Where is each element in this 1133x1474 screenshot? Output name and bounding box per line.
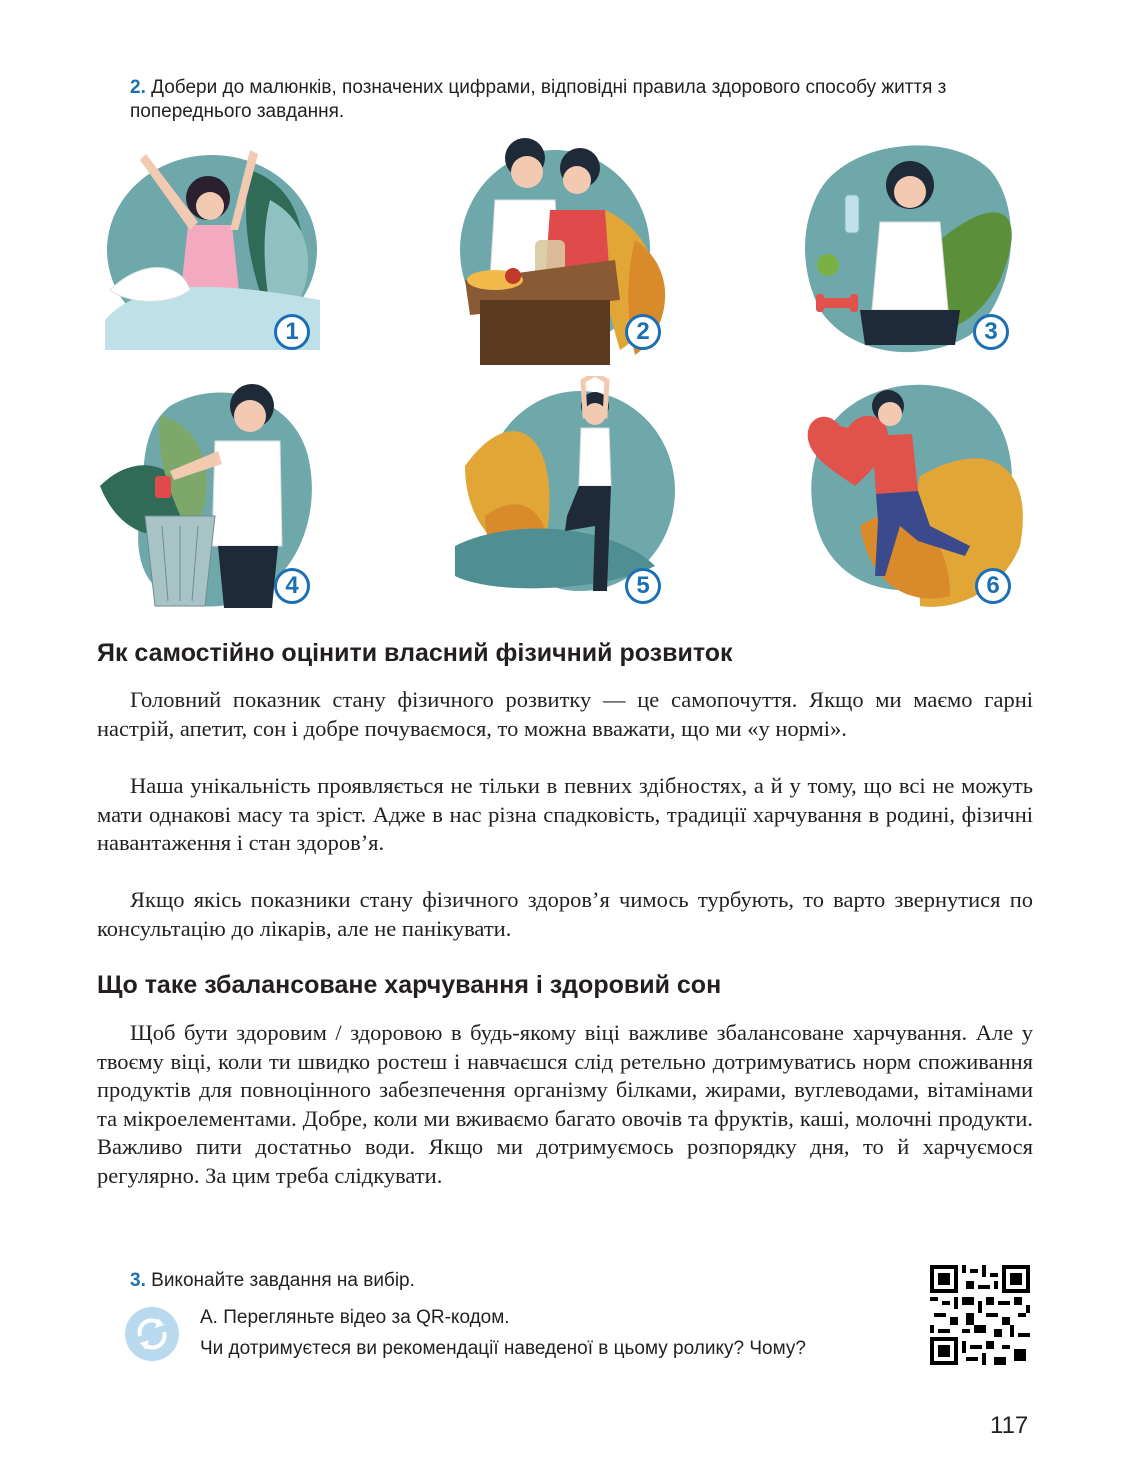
task-3-number: 3. (130, 1270, 146, 1291)
illustration-5-yoga (455, 376, 685, 616)
section-1-heading: Як самостійно оцінити власний фізичний розвиток (97, 639, 733, 667)
illustration-1-number: 1 (274, 314, 310, 350)
task-2-text: Добери до малюнків, позначених цифрами, відповідні правила здорового способу життя з попереднього завдання. (130, 77, 947, 122)
section-2-paragraph-1: Щоб бути здоровим / здоровою в будь-якому віці важливе збалансоване харчування. Але у твоєму віці, коли ти швидко ростеш і навчаєшся слід ретельно дотримуватись норм споживання продуктів для повноцінного забезпечення організму білками, жирами, вуглеводами, вітамінами та мікроелементами. Добре, коли ми вживаємо багато овочів та фруктів, каші, молочні продукти. Важливо пити достатньо води. Якщо ми дотримуємось розпорядку дня, то й харчуємося регулярно. За цим треба слідкувати. (97, 1020, 1033, 1188)
task-2 (130, 76, 1030, 124)
illustration-6-number: 6 (975, 568, 1011, 604)
page-number: 117 (990, 1412, 1029, 1439)
illustration-3-sport (800, 130, 1030, 370)
illustration-4-cleanliness (100, 376, 330, 616)
section-1-paragraph-1: Головний показник стану фізичного розвитку — це самопочуття. Якщо ми маємо гарні настрій, апетит, сон і добре почуваємося, то можна вважати, що ми «у нормі». (97, 687, 1033, 741)
task-3 (130, 1269, 830, 1293)
task-2-number: 2. (130, 77, 146, 98)
refresh-icon (124, 1306, 180, 1362)
illustration-2-healthy-food (455, 130, 685, 370)
section-1-paragraph-2: Наша унікальність проявляється не тільки в певних здібностях, а й у тому, що всі не можуть мати однакові масу та зріст. Адже в нас різна спадковість, традиції харчування в родині, фізичні навантаження і стан здоров’я. (97, 773, 1033, 856)
illustration-3-number: 3 (973, 314, 1009, 350)
task-3-option-a: А. Перегляньте відео за QR-кодом. (200, 1307, 510, 1328)
illustration-2-number: 2 (625, 314, 661, 350)
illustration-4-number: 4 (274, 568, 310, 604)
task-3-text: Виконайте завдання на вибір. (151, 1270, 415, 1291)
section-1-paragraph-3: Якщо якісь показники стану фізичного здоров’я чимось турбують, то варто звернутися по консультацію до лікарів, але не панікувати. (97, 887, 1033, 941)
illustration-5-number: 5 (625, 568, 661, 604)
task-3-question: Чи дотримуєтеся ви рекомендації наведеної в цьому ролику? Чому? (200, 1338, 806, 1359)
illustration-1-waking-up (100, 130, 330, 370)
section-2-heading: Що таке збалансоване харчування і здоровий сон (97, 971, 722, 999)
illustration-6-running (800, 376, 1030, 616)
qr-code[interactable] (930, 1265, 1030, 1365)
